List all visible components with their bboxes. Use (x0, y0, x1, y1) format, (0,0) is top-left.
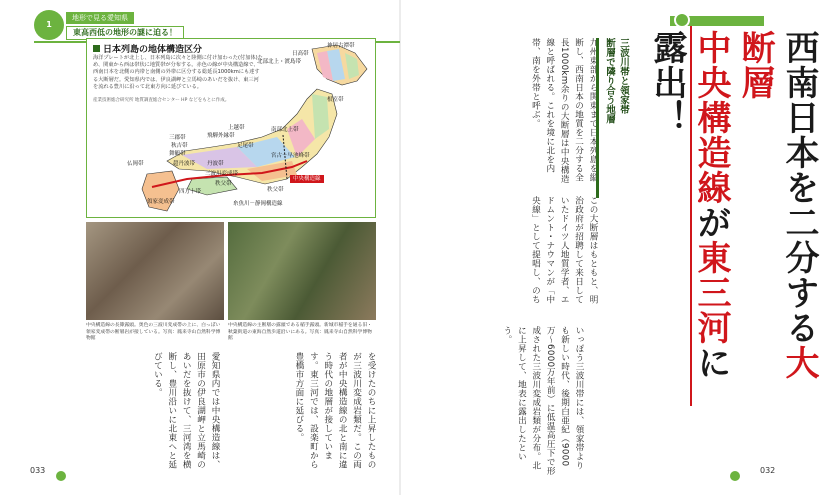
map-label: 仏岡帯 (127, 161, 144, 167)
map-label: 神居古潭帯 (327, 43, 355, 49)
map-label: 四万十帯 (179, 189, 202, 195)
map-label: 北部北上・渡島帯 (257, 59, 302, 65)
map-label: 糸魚川－静岡構造線 (233, 201, 283, 207)
body-column: この大断層はもともと、明治政府が招聘して来日していたドイツ人地質学者、エドムント・ナウマンが「中央線」として提唱し、のち (530, 196, 598, 304)
top-right-dot (674, 12, 690, 28)
page-number-right: 032 (760, 466, 776, 475)
map-label: 足尾帯 (237, 143, 254, 149)
outcrop-photo-nagashino (86, 222, 224, 320)
map-credit: 産業技術総合研究所 地質調査総合センター HP などをもとに作成。 (93, 98, 230, 103)
main-title-text (645, 30, 821, 410)
map-figure (86, 38, 376, 218)
title-part: が (691, 205, 731, 240)
map-label: 秩父帯 (215, 181, 232, 187)
subheading (602, 38, 630, 124)
map-label: 上越帯 (228, 125, 245, 131)
map-label: 宮古－早池峰帯 (271, 153, 310, 159)
title-part: 西南日本を二分する (779, 30, 819, 345)
map-description: 海洋プレートが北上し、日本列島に次々と陸側に付け加わった(付加体)ため、関東から西は帯状に地質帯が分布する。赤色の線が中央構造線で、西南日本を北側の内帯と南側の外帯に区分する総延長1000kmにも達する大断層だ。愛知県内では、伊良湖岬と立馬崎のあいだを抜け、東三河を流れる豊川に沿って北東方向に延びている。 (93, 55, 263, 90)
map-label: 根室帯 (327, 97, 344, 103)
main-title (645, 30, 819, 410)
map-label: 秋吉帯 (171, 143, 188, 149)
body-column: 九州東部から関東まで日本列島を縦断し、西南日本の地質を二分する全長1000km余りの大断層は中央構造線と呼ばれる。これを境に北を内帯、南を外帯と呼ぶ。 (530, 38, 598, 184)
kyushu-shape (142, 171, 179, 211)
body-column: 愛知県内では中央構造線は、田原市の伊良湖岬と立馬崎のあいだを抜けて、三河湾を横断し、豊川沿いに北東へと延びている。 (152, 352, 220, 469)
map-label: 日高帯 (292, 51, 309, 57)
footer-dot (56, 471, 66, 481)
page-number-left: 033 (30, 466, 46, 475)
map-title-text: 日本列島の地体構造区分 (103, 45, 203, 55)
map-label: 舞鶴帯 (169, 151, 186, 157)
section-header (34, 10, 234, 40)
title-part: に露出！ (647, 30, 731, 380)
subheading-box (596, 38, 634, 198)
subheading-line-2: 断層で隣り合う地層 (604, 38, 615, 124)
body-column: いっぽう三波川帯には、領家帯よりも新しい時代、後期白亜紀（9000万〜6000万年前）に低温高圧下で形成された三波川変成岩類が分布。北に上昇して、地表に露出したという。 (501, 326, 584, 476)
title-highlight: 東三河 (691, 240, 731, 345)
map-label: 超丹波帯 (173, 161, 196, 167)
map-label: 領家変成帯 (147, 199, 175, 205)
title-highlight: 中央構造線 (691, 30, 731, 205)
outcrop-photo-inade (228, 222, 376, 320)
photo-caption: 中央構造線の主断層の露頭である稲手露頭。新城市稲手を通る旧・秋葉街道の東海自然歩道沿いにある。写真：鳳来寺山自然科学博物館 (228, 323, 372, 342)
map-label: 南部北上帯 (271, 127, 299, 133)
body-column: を受けたのちに上昇したものが三波川変成岩類だ。この両者が中央構造線の北と南に違う時代の地層が接しています。東三河では、設楽町から豊橋市方面に延びる。 (293, 352, 376, 469)
section-badge: 1 (34, 10, 64, 40)
map-label: 飛騨外縁帯 (207, 133, 235, 139)
photo-caption: 中央構造線の長篠露頭。奥色の三波川変成帯の上に、白っぽい領家変成帯の断層岩が接している。写真：鳳来寺山自然科学博物館 (86, 323, 221, 342)
section-kicker: 地形で見る愛知県 (66, 12, 134, 24)
map-label: 秩父帯 (267, 187, 284, 193)
title-highlight: 大断層 (735, 30, 819, 380)
subheading-line-1: 三波川帯と領家帯 (618, 38, 629, 114)
mtl-label: 中央構造線 (290, 175, 324, 183)
map-label: 三郡帯 (169, 135, 186, 141)
map-label: 三波川変成帯 (205, 171, 239, 177)
footer-dot (730, 471, 740, 481)
section-title: 東高西低の地形の謎に迫る！ (66, 26, 184, 40)
map-label: 丹波帯 (207, 161, 224, 167)
